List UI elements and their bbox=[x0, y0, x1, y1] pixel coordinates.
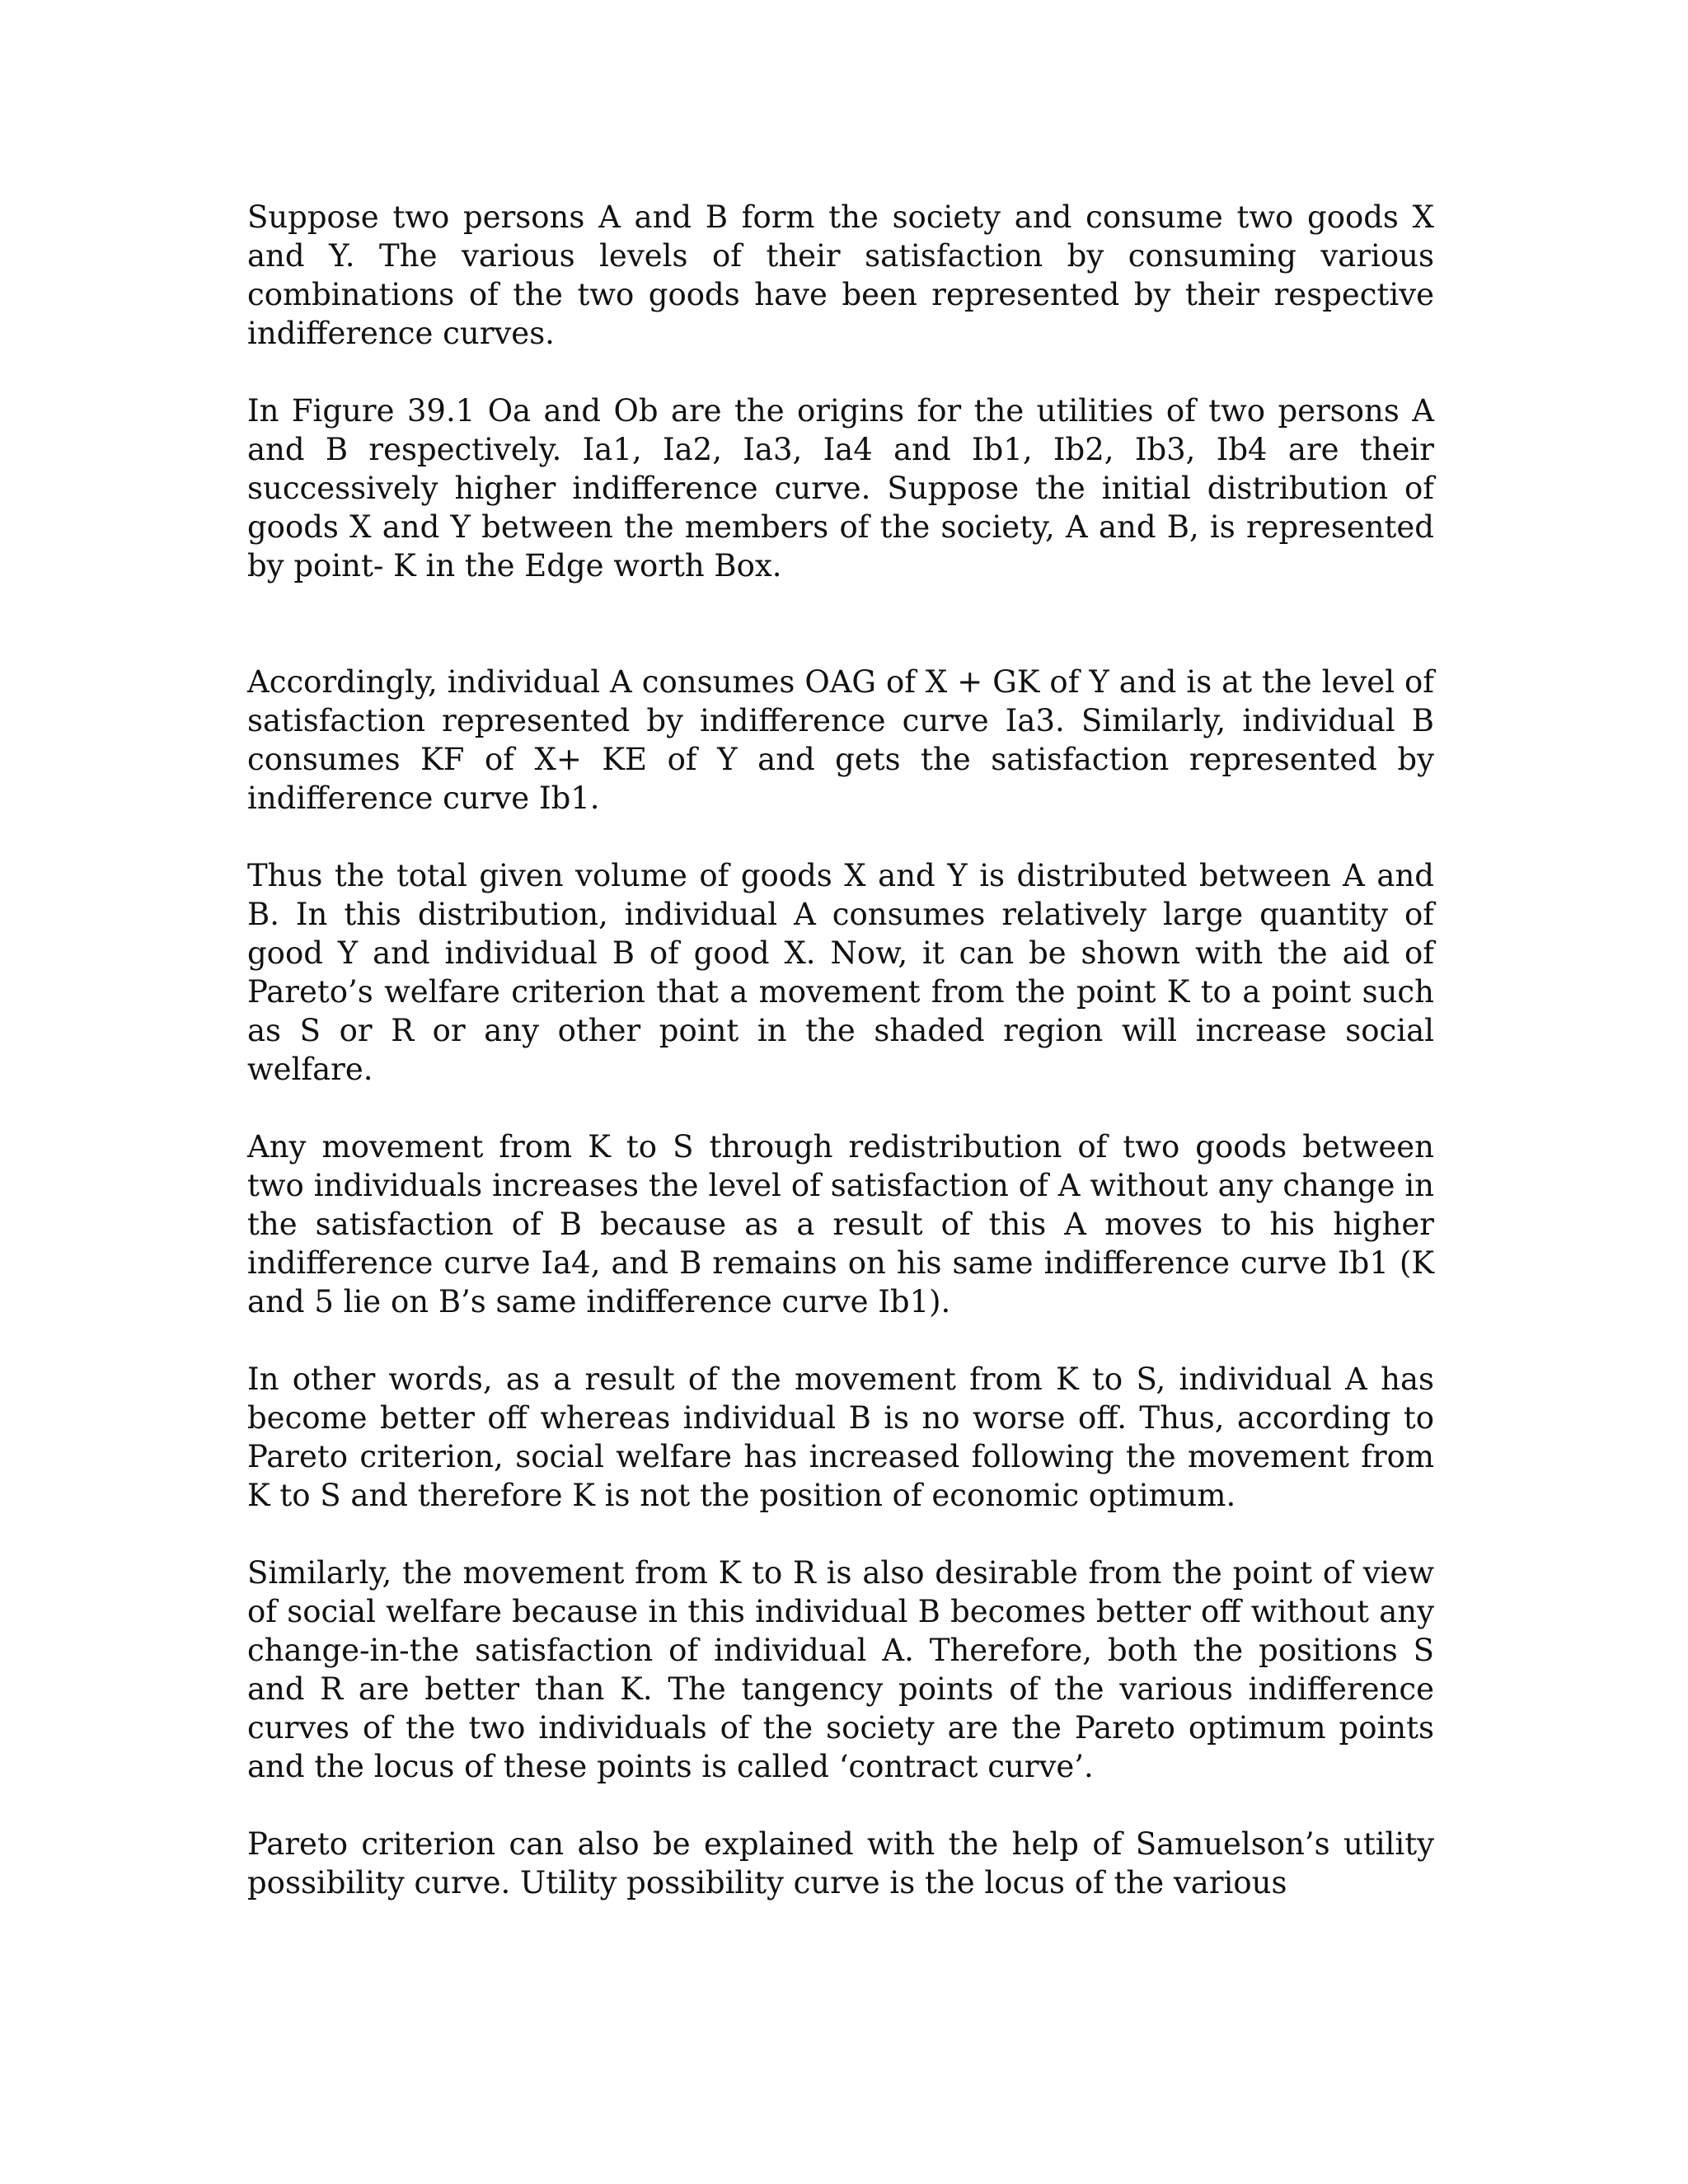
paragraph-6: In other words, as a result of the movement from K to S, individual A has become better off whereas individual B is no worse off. Thus, according to Pareto criterion, social welfare has increased following the movement from K to S and therefore K is not the position of economic optimum. bbox=[247, 1361, 1434, 1513]
paragraph-4: Thus the total given volume of goods X and Y is distributed between A and B. In this distribution, individual A consumes relatively large quantity of good Y and individual B of good X. Now, it can be shown with the aid of Pareto’s welfare criterion that a movement from the point K to a point such as S or R or any other point in the shaded region will increase social welfare. bbox=[247, 858, 1434, 1087]
paragraph-1: Suppose two persons A and B form the society and consume two goods X and Y. The various levels of their satisfaction by consuming various combinations of the two goods have been represented by their respective indifference curves. bbox=[247, 199, 1434, 351]
paragraph-8: Pareto criterion can also be explained with the help of Samuelson’s utility possibility curve. Utility possibility curve is the locus of the various bbox=[247, 1826, 1434, 1900]
paragraph-3: Accordingly, individual A consumes OAG of X + GK of Y and is at the level of satisfaction represented by indifference curve Ia3. Similarly, individual B consumes KF of X+ KE of Y and gets the satisfaction represented by indifference curve Ib1. bbox=[247, 664, 1434, 816]
paragraph-7: Similarly, the movement from K to R is also desirable from the point of view of social welfare because in this individual B becomes better off without any change-in-the satisfaction of individual A. Therefore, both the positions S and R are better than K. The tangency points of the various indifference curves of the two individuals of the society are the Pareto optimum points and the locus of these points is called ‘contract curve’. bbox=[247, 1555, 1434, 1784]
paragraph-5: Any movement from K to S through redistribution of two goods between two individuals increases the level of satisfaction of A without any change in the satisfaction of B because as a result of this A moves to his higher indifference curve Ia4, and B remains on his same indifference curve Ib1 (K and 5 lie on B’s same indifference curve Ib1). bbox=[247, 1129, 1434, 1319]
paragraph-2: In Figure 39.1 Oa and Ob are the origins for the utilities of two persons A and B respectively. Ia1, Ia2, Ia3, Ia4 and Ib1, Ib2, Ib3, Ib4 are their successively higher indifference curve. Suppose the initial distribution of goods X and Y between the members of the society, A and B, is represented by point- K in the Edge worth Box. bbox=[247, 393, 1434, 583]
document-body bbox=[247, 198, 1434, 1902]
